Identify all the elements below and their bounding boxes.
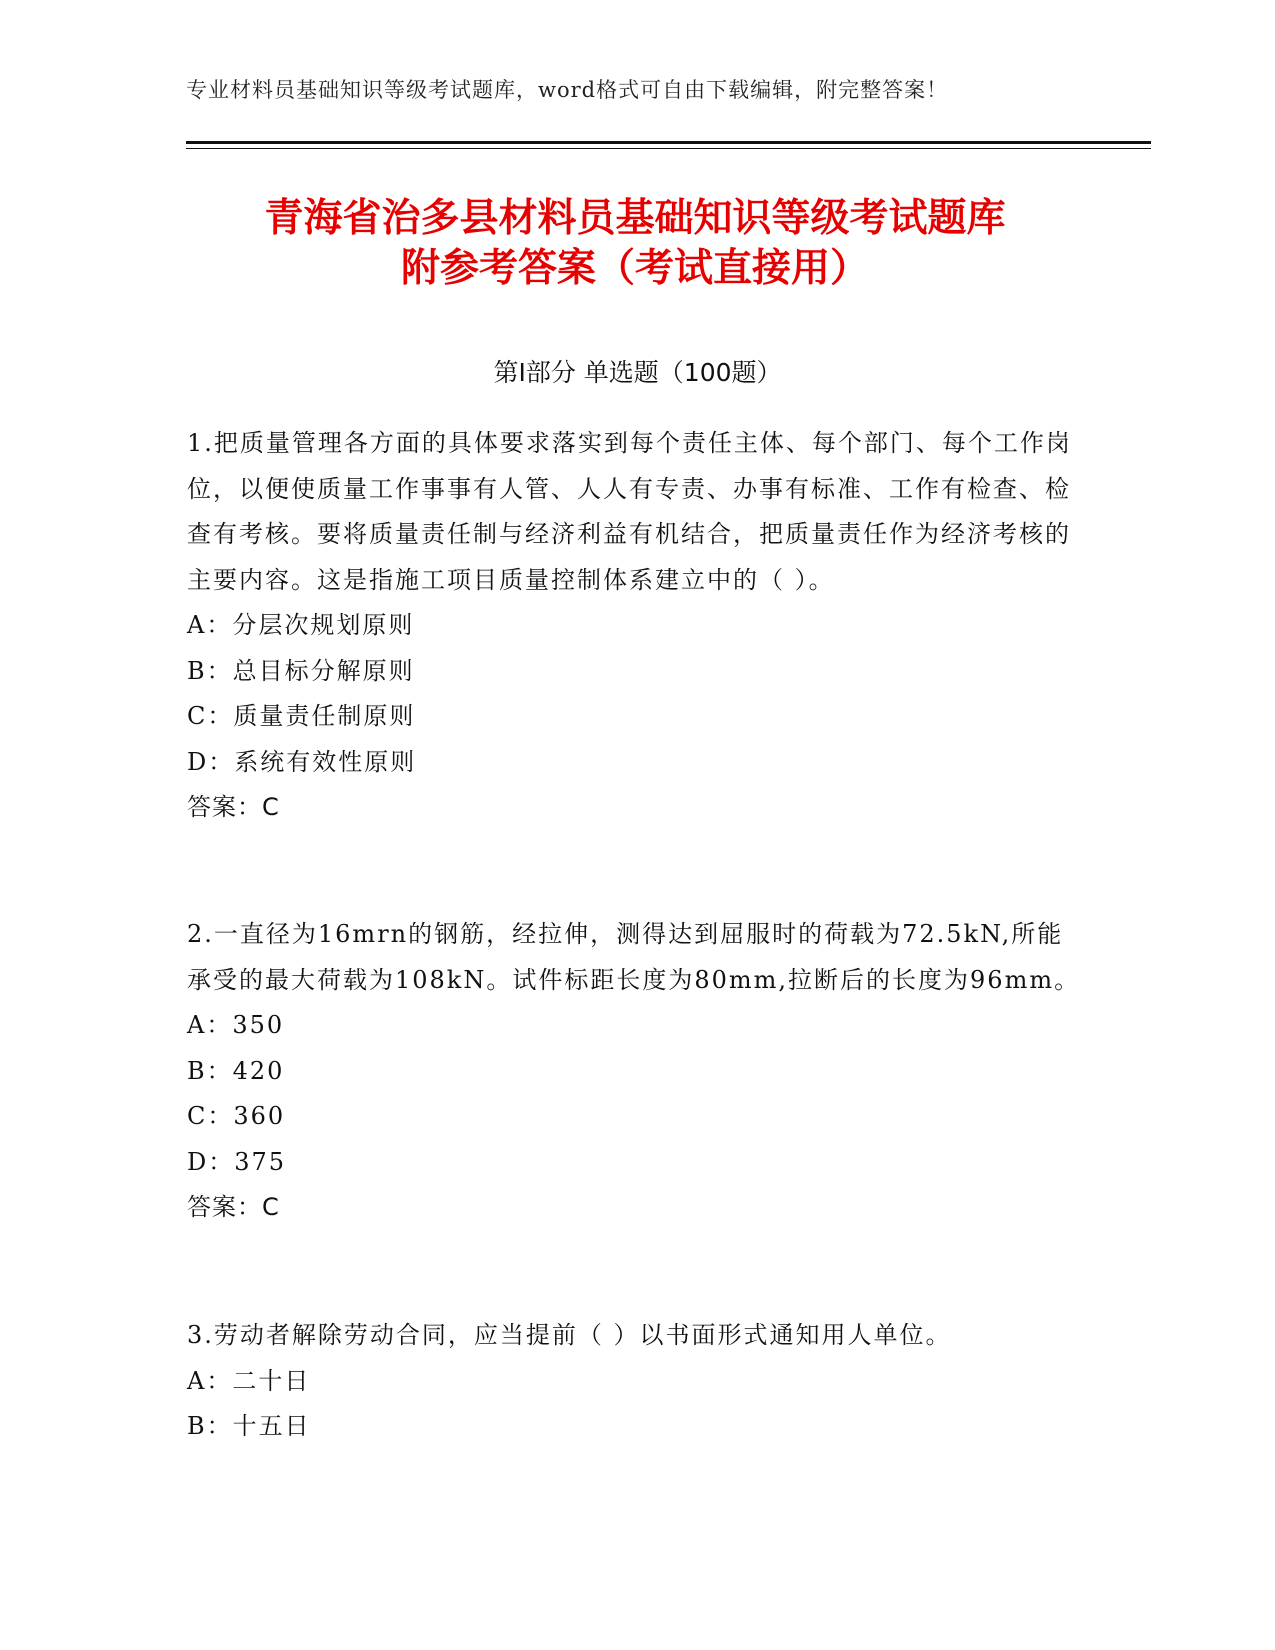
option-a: A：二十日 [187, 1366, 311, 1395]
option-d: D：375 [187, 1147, 287, 1176]
section-title: 第Ⅰ部分 单选题（100题） [493, 358, 782, 387]
document-title-line-1: 青海省治多县材料员基础知识等级考试题库 [264, 196, 1006, 241]
answer: 答案：C [187, 793, 280, 821]
question-text: 2.一直径为16mrn的钢筋，经拉伸，测得达到屈服时的荷载为72.5kN,所能承受的最大荷载为108kN。试件标距长度为80mm,拉断后的长度为96mm。 [187, 920, 1081, 994]
document-title-line-2: 附参考答案（考试直接用） [400, 246, 869, 291]
header-divider-thin [186, 148, 1151, 149]
option-a: A：350 [187, 1011, 285, 1039]
option-d: D：系统有效性原则 [187, 747, 417, 776]
question-1 [187, 421, 1087, 831]
option-b: B：总目标分解原则 [187, 656, 415, 685]
question-text: 3.劳动者解除劳动合同，应当提前（ ）以书面形式通知用人单位。 [187, 1321, 952, 1349]
question-2 [187, 912, 1087, 1231]
option-b: B：420 [187, 1056, 285, 1085]
question-text: 1.把质量管理各方面的具体要求落实到每个责任主体、每个部门、每个工作岗位，以便使质量工作事事有人管、人人有专责、办事有标准、工作有检查、检查有考核。要将质量责任制与经济利益有机结合，把质量责任作为经济考核的主要内容。这是指施工项目质量控制体系建立中的（ ）。 [187, 429, 1072, 594]
option-c: C：质量责任制原则 [187, 702, 416, 730]
question-3 [187, 1313, 1087, 1450]
option-b: B：十五日 [187, 1412, 311, 1440]
document-title [150, 194, 1120, 294]
header-note: 专业材料员基础知识等级考试题库，word格式可自由下载编辑，附完整答案！ [186, 78, 949, 102]
header-divider [186, 141, 1151, 144]
option-a: A：分层次规划原则 [187, 611, 415, 639]
answer: 答案：C [187, 1193, 280, 1221]
option-c: C：360 [187, 1102, 286, 1130]
